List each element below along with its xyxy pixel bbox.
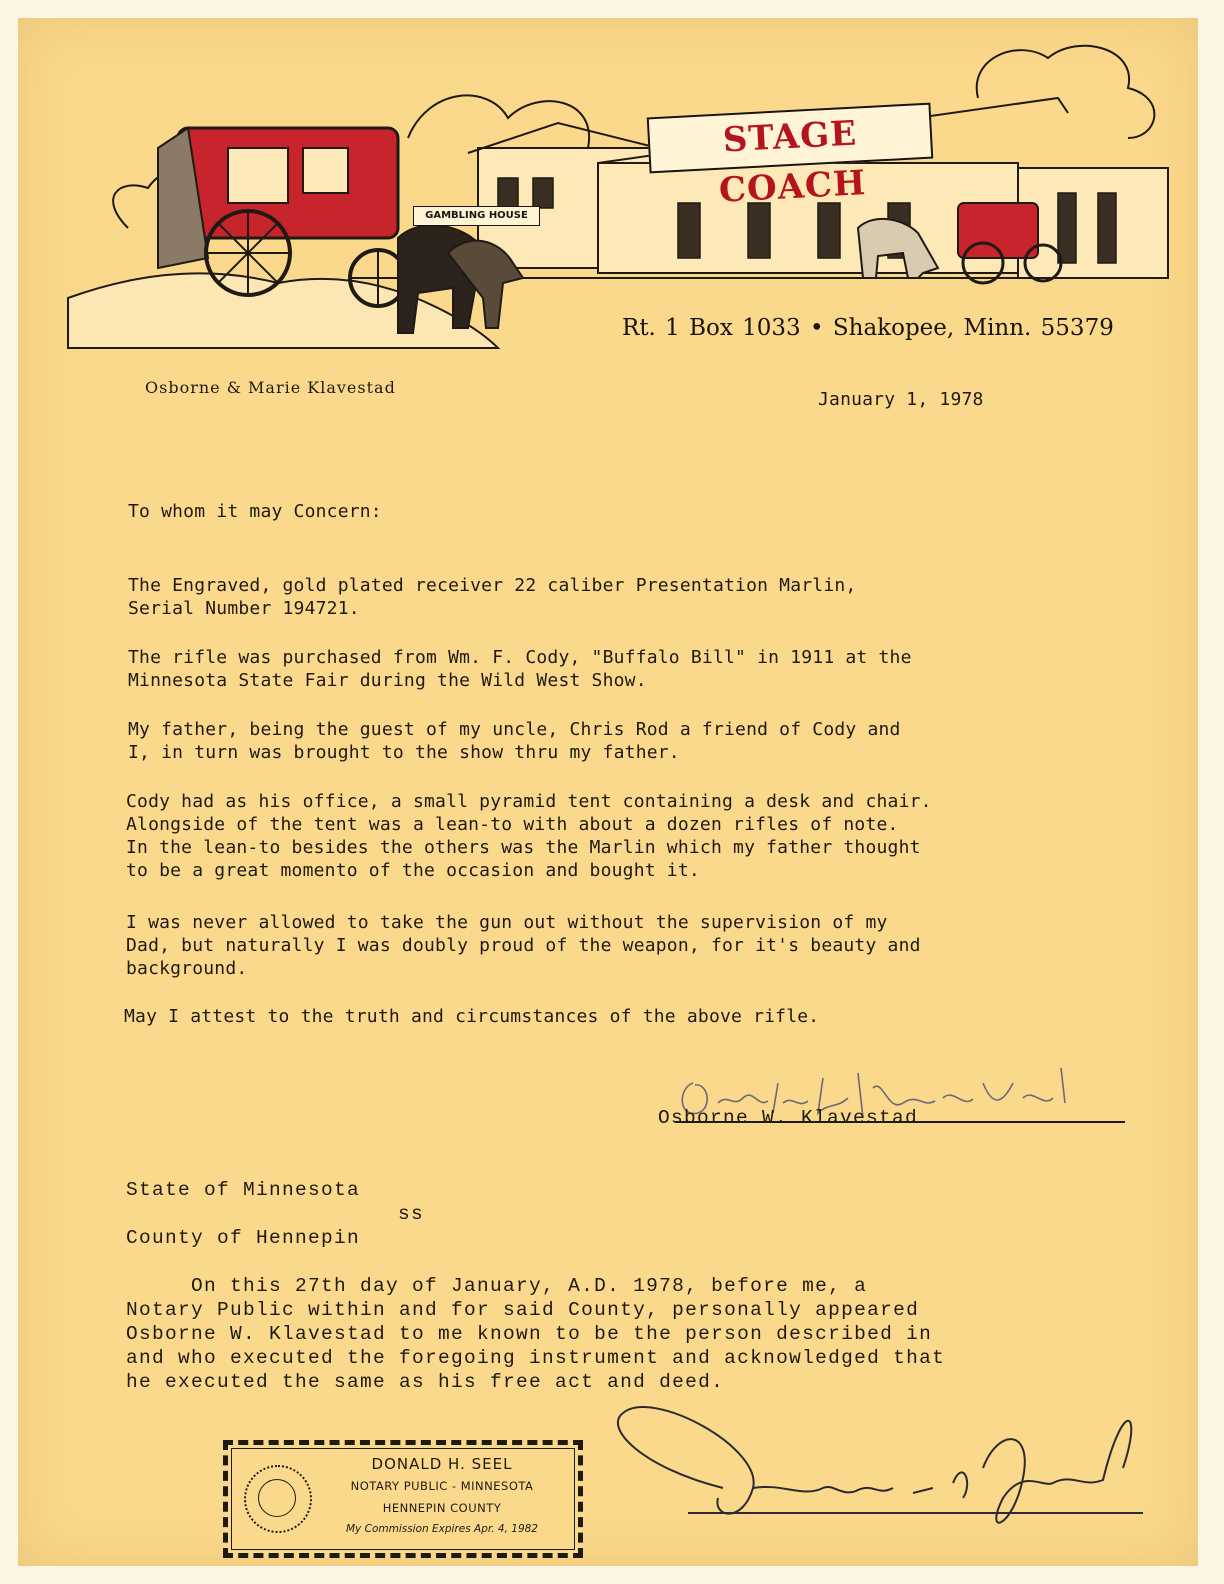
letterhead-address: Rt. 1 Box 1033 • Shakopee, Minn. 55379	[622, 315, 1114, 341]
letter-page	[18, 18, 1198, 1566]
notary-state: State of Minnesota	[126, 1179, 361, 1201]
signature-notary	[603, 1388, 1163, 1548]
letterhead-names: Osborne & Marie Klavestad	[145, 378, 396, 397]
gambling-house-sign: GAMBLING HOUSE	[413, 206, 540, 226]
letter-date: January 1, 1978	[818, 389, 984, 410]
salutation: To whom it may Concern:	[128, 501, 382, 522]
stagecoach-sign: STAGE COACH	[647, 103, 934, 174]
building-3	[1018, 168, 1168, 278]
notary-county: County of Hennepin	[126, 1227, 361, 1249]
notary-stamp-border	[231, 1448, 575, 1550]
paragraph-1: The Engraved, gold plated receiver 22 caliber Presentation Marlin, Serial Number 194721.	[128, 575, 857, 619]
notary-seal-icon	[244, 1465, 312, 1533]
tree-middle	[408, 95, 589, 148]
paragraph-6: May I attest to the truth and circumstances of the above rifle.	[124, 1006, 820, 1027]
notary-ss: ss	[398, 1203, 425, 1225]
paragraph-4: Cody had as his office, a small pyramid tent containing a desk and chair. Alongside of the tent was a lean-to with about a dozen rifles of note. In the lean-to besides the others was the Marlin which my father thought to be a great momento of the occasion and bought it.	[126, 791, 932, 881]
paragraph-3: My father, being the guest of my uncle, Chris Rod a friend of Cody and I, in turn was brought to the show thru my father.	[128, 719, 901, 763]
notary-stamp	[223, 1440, 583, 1558]
notary-stamp-expires: My Commission Expires Apr. 4, 1982	[346, 1523, 538, 1535]
cloud-right	[977, 46, 1155, 138]
paragraph-2: The rifle was purchased from Wm. F. Cody, "Buffalo Bill" in 1911 at the Minnesota State Fair during the Wild West Show.	[128, 647, 912, 691]
notary-stamp-county: HENNEPIN COUNTY	[382, 1501, 502, 1515]
coach-window	[303, 148, 348, 193]
signer-name: Osborne W. Klavestad	[658, 1107, 919, 1129]
notary-stamp-title: NOTARY PUBLIC - MINNESOTA	[350, 1479, 534, 1493]
notary-stamp-name: DONALD H. SEEL	[371, 1455, 513, 1473]
notary-statement: On this 27th day of January, A.D. 1978, before me, a Notary Public within and for said County, personally appeared Osborne W. Klavestad to me known to be the person described in and who executed the foregoing instrument and acknowledged that he executed the same as his free act and deed.	[126, 1275, 946, 1393]
stagecoach-illustration	[58, 28, 1198, 358]
coach-window	[228, 148, 288, 203]
paragraph-5: I was never allowed to take the gun out without the supervision of my Dad, but naturally I was doubly proud of the weapon, for it's beauty and background.	[126, 912, 921, 979]
